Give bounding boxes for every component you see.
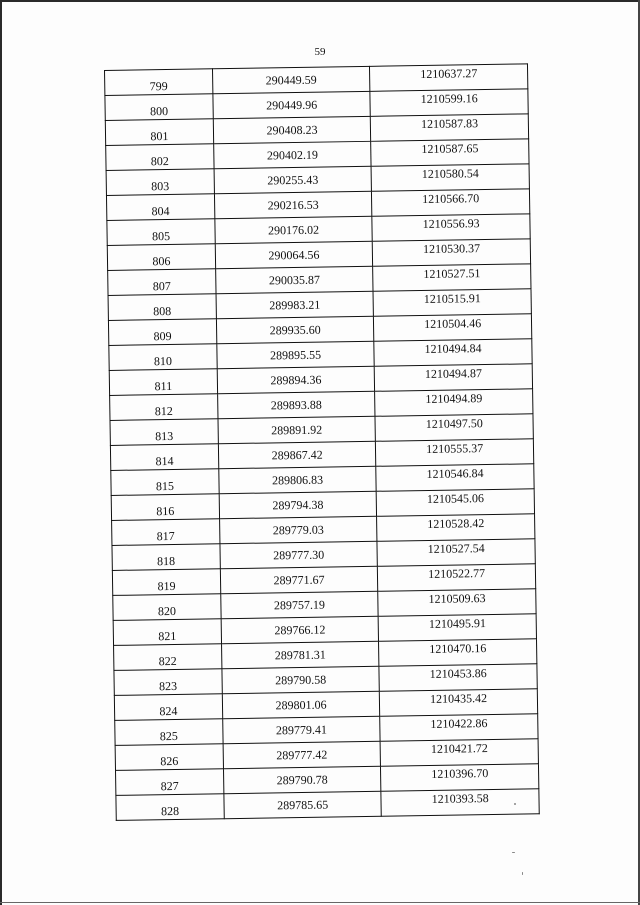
point-number-cell-text: 812 xyxy=(154,403,173,418)
y-coordinate-cell xyxy=(378,614,536,641)
x-coordinate-cell xyxy=(216,316,374,343)
x-coordinate-cell-text: 289794.38 xyxy=(272,497,324,512)
point-number-cell xyxy=(114,669,222,696)
point-number-cell xyxy=(111,469,219,496)
y-coordinate-cell xyxy=(380,739,538,766)
y-coordinate-cell-text: 1210587.83 xyxy=(420,115,479,131)
point-number-cell xyxy=(115,744,223,771)
x-coordinate-cell xyxy=(215,216,373,243)
x-coordinate-cell xyxy=(217,366,375,393)
point-number-cell-text: 811 xyxy=(154,378,173,393)
x-coordinate-cell xyxy=(216,291,374,318)
y-coordinate-cell-text: 1210497.50 xyxy=(425,415,483,431)
point-number-cell-text: 802 xyxy=(150,153,169,168)
point-number-cell xyxy=(116,794,224,821)
point-number-cell-text: 820 xyxy=(157,603,176,618)
x-coordinate-cell xyxy=(221,641,379,668)
y-coordinate-cell-text: 1210556.93 xyxy=(422,215,480,231)
y-coordinate-cell-text: 1210528.42 xyxy=(427,515,485,531)
x-coordinate-cell xyxy=(223,741,381,768)
x-coordinate-cell xyxy=(219,491,377,518)
x-coordinate-cell-text: 289771.67 xyxy=(273,572,325,587)
x-coordinate-cell-text: 289779.03 xyxy=(272,522,324,537)
x-coordinate-cell-text: 289801.06 xyxy=(275,697,327,712)
y-coordinate-cell xyxy=(375,414,533,441)
y-coordinate-cell xyxy=(372,214,530,241)
y-coordinate-cell xyxy=(378,589,536,616)
y-coordinate-cell-text: 1210522.77 xyxy=(428,565,486,581)
y-coordinate-cell-text: 1210435.42 xyxy=(429,690,488,706)
x-coordinate-cell xyxy=(219,516,377,543)
page-edge-left xyxy=(0,0,2,905)
y-coordinate-cell-text: 1210546.84 xyxy=(426,465,484,481)
page-edge-top xyxy=(0,0,640,2)
page-edge-bottom xyxy=(0,902,640,903)
point-number-cell xyxy=(108,269,216,296)
x-coordinate-cell-text: 290176.02 xyxy=(267,222,320,237)
point-number-cell-text: 804 xyxy=(151,203,170,218)
x-coordinate-cell xyxy=(219,466,377,493)
point-number-cell-text: 817 xyxy=(156,528,175,543)
y-coordinate-cell xyxy=(371,139,529,166)
y-coordinate-cell-text: 1210527.54 xyxy=(427,540,485,556)
x-coordinate-cell-text: 289867.42 xyxy=(271,447,323,462)
point-number-cell-text: 806 xyxy=(152,253,171,268)
point-number-cell-text: 828 xyxy=(160,803,180,818)
point-number-cell xyxy=(111,494,219,521)
x-coordinate-cell-text: 290408.23 xyxy=(266,122,318,137)
point-number-cell xyxy=(108,294,216,321)
y-coordinate-cell-text: 1210422.86 xyxy=(430,715,488,731)
y-coordinate-cell xyxy=(370,64,528,91)
point-number-cell xyxy=(105,94,213,121)
x-coordinate-cell-text: 290064.56 xyxy=(268,247,320,262)
y-coordinate-cell-text: 1210527.51 xyxy=(423,265,481,281)
point-number-cell-text: 799 xyxy=(149,78,168,93)
point-number-cell xyxy=(113,594,221,621)
point-number-cell-text: 825 xyxy=(159,728,178,743)
point-number-cell-text: 800 xyxy=(149,103,169,118)
y-coordinate-cell xyxy=(376,439,534,466)
y-coordinate-cell-text: 1210494.87 xyxy=(424,365,483,381)
x-coordinate-cell xyxy=(217,391,375,418)
x-coordinate-cell-text: 290449.59 xyxy=(265,72,317,87)
y-coordinate-cell-text: 1210637.27 xyxy=(420,65,478,81)
x-coordinate-cell xyxy=(215,241,373,268)
y-coordinate-cell-text: 1210530.37 xyxy=(422,240,481,256)
point-number-cell xyxy=(109,369,217,396)
x-coordinate-cell-text: 290035.87 xyxy=(268,272,320,287)
point-number-cell xyxy=(114,694,222,721)
x-coordinate-cell xyxy=(222,716,380,743)
point-number-cell-text: 827 xyxy=(160,778,179,793)
point-number-cell xyxy=(110,394,218,421)
point-number-cell xyxy=(109,344,217,371)
x-coordinate-cell-text: 290449.96 xyxy=(266,97,318,112)
point-number-cell-text: 822 xyxy=(158,653,177,668)
x-coordinate-cell-text: 289781.31 xyxy=(274,647,326,662)
point-number-cell-text: 810 xyxy=(153,353,173,368)
point-number-cell-text: 819 xyxy=(157,578,176,593)
x-coordinate-cell xyxy=(217,341,375,368)
y-coordinate-cell-text: 1210580.54 xyxy=(421,165,479,181)
point-number-cell xyxy=(107,219,215,246)
y-coordinate-cell xyxy=(375,364,533,391)
point-number-cell xyxy=(106,194,214,221)
point-number-cell xyxy=(112,569,220,596)
x-coordinate-cell xyxy=(222,666,380,693)
point-number-cell xyxy=(114,644,222,671)
x-coordinate-cell-text: 289785.65 xyxy=(277,797,329,812)
y-coordinate-cell-text: 1210495.91 xyxy=(428,615,487,631)
y-coordinate-cell xyxy=(376,464,534,491)
point-number-cell-text: 814 xyxy=(155,453,174,468)
y-coordinate-cell-text: 1210504.46 xyxy=(424,315,482,331)
y-coordinate-cell-text: 1210494.84 xyxy=(424,340,482,356)
y-coordinate-cell-text: 1210421.72 xyxy=(430,740,488,756)
point-number-cell xyxy=(116,769,224,796)
x-coordinate-cell xyxy=(220,541,378,568)
y-coordinate-cell xyxy=(374,314,532,341)
point-number-cell xyxy=(105,69,213,96)
x-coordinate-cell-text: 289935.60 xyxy=(269,322,321,337)
point-number-cell xyxy=(105,119,213,146)
x-coordinate-cell xyxy=(214,166,372,193)
x-coordinate-cell-text: 289777.42 xyxy=(276,747,328,762)
x-coordinate-cell-text: 290255.43 xyxy=(267,172,319,187)
y-coordinate-cell xyxy=(371,114,529,141)
point-number-cell-text: 826 xyxy=(160,753,179,768)
y-coordinate-cell-text: 1210515.91 xyxy=(423,290,481,306)
point-number-cell-text: 803 xyxy=(151,178,170,193)
y-coordinate-cell-text: 1210494.89 xyxy=(425,390,483,406)
x-coordinate-cell xyxy=(213,141,371,168)
x-coordinate-cell xyxy=(215,266,373,293)
y-coordinate-cell xyxy=(376,489,534,516)
y-coordinate-cell xyxy=(370,89,528,116)
y-coordinate-cell-text: 1210545.06 xyxy=(426,490,485,506)
x-coordinate-cell xyxy=(212,66,370,93)
x-coordinate-cell xyxy=(213,91,371,118)
x-coordinate-cell xyxy=(214,191,372,218)
x-coordinate-cell xyxy=(220,566,378,593)
y-coordinate-cell xyxy=(371,164,529,191)
point-number-cell xyxy=(113,619,221,646)
x-coordinate-cell xyxy=(213,116,371,143)
point-number-cell xyxy=(110,419,218,446)
x-coordinate-cell-text: 289891.92 xyxy=(271,422,323,437)
x-coordinate-cell-text: 290216.53 xyxy=(267,197,319,212)
x-coordinate-cell-text: 289893.88 xyxy=(270,397,322,412)
point-number-cell-text: 821 xyxy=(158,628,177,643)
y-coordinate-cell xyxy=(380,689,538,716)
y-coordinate-cell-text: 1210599.16 xyxy=(420,90,478,106)
point-number-cell xyxy=(115,719,223,746)
y-coordinate-cell xyxy=(377,539,535,566)
x-coordinate-cell xyxy=(221,591,379,618)
point-number-cell-text: 815 xyxy=(155,478,175,493)
point-number-cell-text: 823 xyxy=(158,678,178,693)
scan-speck xyxy=(512,852,515,853)
y-coordinate-cell xyxy=(380,714,538,741)
y-coordinate-cell-text: 1210396.70 xyxy=(431,765,489,781)
y-coordinate-cell-text: 1210470.16 xyxy=(429,640,487,656)
x-coordinate-cell xyxy=(222,691,380,718)
y-coordinate-cell-text: 1210393.58 xyxy=(431,790,489,806)
y-coordinate-cell-text: 1210453.86 xyxy=(429,665,487,681)
y-coordinate-cell-text: 1210566.70 xyxy=(422,190,480,206)
x-coordinate-cell-text: 289757.19 xyxy=(273,597,326,612)
y-coordinate-cell xyxy=(377,514,535,541)
point-number-cell xyxy=(106,144,214,171)
y-coordinate-cell-text: 1210509.63 xyxy=(428,590,486,606)
x-coordinate-cell-text: 289777.30 xyxy=(273,547,325,562)
point-number-cell-text: 805 xyxy=(151,228,171,243)
y-coordinate-cell xyxy=(375,389,533,416)
point-number-cell-text: 824 xyxy=(159,703,178,718)
y-coordinate-cell xyxy=(373,289,531,316)
x-coordinate-cell xyxy=(224,791,382,818)
x-coordinate-cell-text: 289766.12 xyxy=(274,622,326,637)
x-coordinate-cell xyxy=(223,766,381,793)
point-number-cell xyxy=(112,544,220,571)
y-coordinate-cell xyxy=(378,564,536,591)
scan-speck xyxy=(514,803,516,805)
y-coordinate-cell-text: 1210587.65 xyxy=(421,140,479,156)
scan-speck xyxy=(522,872,523,875)
x-coordinate-cell-text: 289790.78 xyxy=(276,772,328,787)
x-coordinate-cell-text: 290402.19 xyxy=(266,147,319,162)
point-number-cell xyxy=(110,444,218,471)
y-coordinate-cell xyxy=(374,339,532,366)
coordinate-table xyxy=(104,63,540,821)
point-number-cell-text: 813 xyxy=(155,428,174,443)
x-coordinate-cell xyxy=(218,416,376,443)
x-coordinate-cell-text: 289790.58 xyxy=(275,672,327,687)
point-number-cell xyxy=(106,169,214,196)
point-number-cell-text: 801 xyxy=(150,128,169,143)
coordinate-table-wrapper xyxy=(104,63,540,821)
point-number-cell-text: 809 xyxy=(153,328,172,343)
x-coordinate-cell-text: 289983.21 xyxy=(269,297,321,312)
x-coordinate-cell-text: 289779.41 xyxy=(275,722,328,737)
y-coordinate-cell xyxy=(373,264,531,291)
y-coordinate-cell xyxy=(379,639,537,666)
point-number-cell xyxy=(108,319,216,346)
coordinate-table-body xyxy=(105,64,540,821)
point-number-cell-text: 818 xyxy=(156,553,176,568)
y-coordinate-cell xyxy=(373,239,531,266)
x-coordinate-cell-text: 289806.83 xyxy=(271,472,324,487)
point-number-cell-text: 816 xyxy=(156,503,175,518)
point-number-cell-text: 807 xyxy=(152,278,171,293)
y-coordinate-cell xyxy=(381,764,539,791)
point-number-cell xyxy=(112,519,220,546)
y-coordinate-cell xyxy=(372,189,530,216)
x-coordinate-cell-text: 289895.55 xyxy=(269,347,322,362)
x-coordinate-cell-text: 289894.36 xyxy=(270,372,322,387)
y-coordinate-cell-text: 1210555.37 xyxy=(426,440,484,456)
point-number-cell-text: 808 xyxy=(153,303,172,318)
x-coordinate-cell xyxy=(221,616,379,643)
x-coordinate-cell xyxy=(218,441,376,468)
table-row xyxy=(116,789,539,821)
page-number: 59 xyxy=(314,46,326,58)
y-coordinate-cell xyxy=(379,664,537,691)
point-number-cell xyxy=(107,244,215,271)
